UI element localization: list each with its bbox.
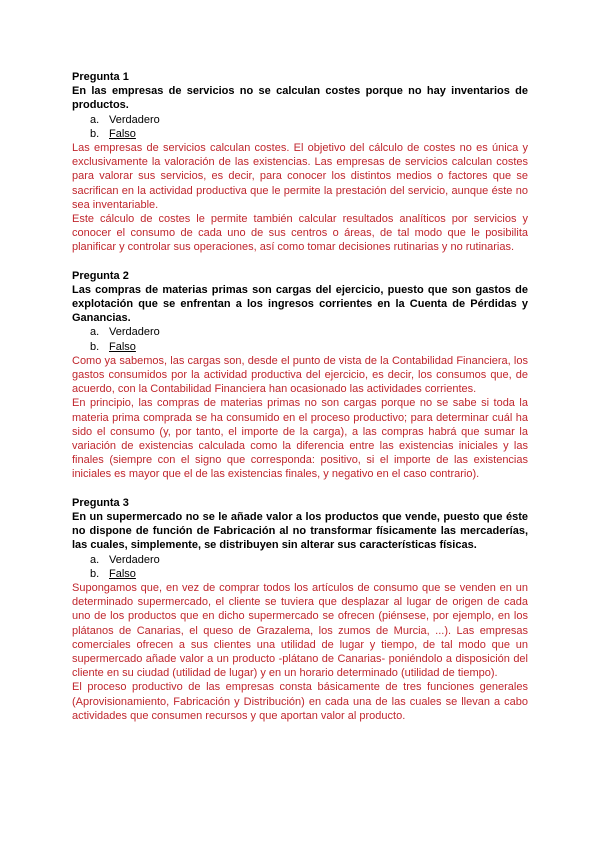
option-letter: a. [90,113,100,126]
option-letter: b. [90,567,100,580]
explanation-paragraph: Supongamos que, en vez de comprar todos los artículos de consumo que se venden en un determinado supermercado, el cliente se tuviera que desplazar al lugar de origen de cada uno de los productos que en dicho supermercado se ofrecen (piénsese, por ejemplo, en los plátanos de Canarias, el queso de Grazalema, los zumos de Murcia, ...). Las empresas comerciales ofrecen a sus clientes una utilidad de lugar y tiempo, de tal modo que un supermercado añade valor a un producto -plátano de Canarias- poniéndolo a disposición del cliente en su ciudad (utilidad de lugar) y en un horario determinado (utilidad de tiempo). [72,581,528,680]
explanation-paragraph: Las empresas de servicios calculan costes. El objetivo del cálculo de costes no es única y exclusivamente la valoración de las existencias. Las empresas de servicios calculan costes para valorar sus servicios, es decir, para conocer los distintos medios o factores que se sacrifican en la actividad productiva que le permite la prestación del servicio, aunque éste no sea inventariable. [72,142,528,211]
explanation-paragraph: El proceso productivo de las empresas consta básicamente de tres funciones generales (Aprovisionamiento, Fabricación y Distribución) en cada una de las cuales se llevan a cabo actividades que consumen recursos y que aportan valor al producto. [72,681,528,722]
option-label: Falso [109,567,136,580]
option-true [90,113,528,127]
option-label: Verdadero [109,326,160,339]
option-label: Verdadero [109,113,160,126]
answer-options [72,553,528,581]
option-letter: a. [90,553,100,566]
question-title: Pregunta 2 [72,269,129,282]
option-true [90,325,528,339]
option-letter: b. [90,127,100,140]
option-true [90,553,528,567]
option-letter: a. [90,326,100,339]
document-page [72,70,528,737]
question-1 [72,70,528,255]
option-label: Falso [109,127,136,140]
option-false [90,127,528,141]
question-3 [72,496,528,723]
explanation-paragraph: Como ya sabemos, las cargas son, desde el punto de vista de la Contabilidad Financiera, los gastos consumidos por la actividad productiva del ejercicio, es decir, los consumos que, de acuerdo, con la Contabilidad Financiera han ocasionado las actividades corrientes. [72,354,528,396]
question-statement: En un supermercado no se le añade valor a los productos que vende, puesto que éste no dispone de función de Fabricación al no transformar físicamente las mercaderías, las cuales, simplemente, se distribuyen sin alterar sus características físicas. [72,510,528,552]
explanation-paragraph: Este cálculo de costes le permite también calcular resultados analíticos por servicios y conocer el consumo de cada uno de sus centros o áreas, de tal modo que le posibilita planificar y controlar sus operaciones, así como tomar decisiones rutinarias y no rutinarias. [72,213,528,254]
answer-options [72,325,528,353]
question-title: Pregunta 1 [72,71,129,83]
question-statement: Las compras de materias primas son cargas del ejercicio, puesto que son gastos de explotación que se enfrentan a los ingresos corrientes en la Cuenta de Pérdidas y Ganancias. [72,283,528,325]
question-title: Pregunta 3 [72,496,129,509]
answer-options [72,113,528,141]
option-false [90,340,528,354]
option-letter: b. [90,340,100,353]
option-false [90,567,528,581]
option-label: Falso [109,340,136,353]
question-2 [72,269,528,482]
option-label: Verdadero [109,553,160,566]
question-statement: En las empresas de servicios no se calculan costes porque no hay inventarios de productos. [72,85,528,112]
explanation-paragraph: En principio, las compras de materias primas no son cargas porque no se sabe si toda la materia prima comprada se ha consumido en el proceso productivo; para determinar cuál ha sido el consumo (y, por tanto, el importe de la carga), a las compras habrá que sumar la variación de existencias calculada como la diferencia entre las existencias iniciales y las finales (siempre con el signo que corresponda: positivo, si el importe de las existencias iniciales es mayor que el de las existencias finales, y negativo en el caso contrario). [72,397,528,481]
